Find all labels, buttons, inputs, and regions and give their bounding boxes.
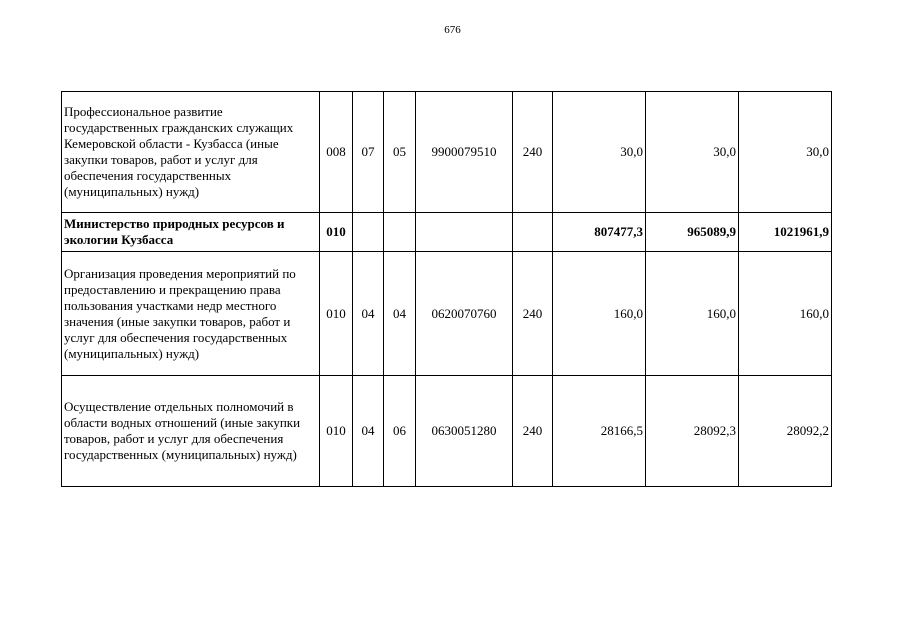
section-code: 04 (353, 252, 384, 376)
target-article-code (416, 213, 513, 252)
ministry-code: 010 (320, 252, 353, 376)
ministry-code: 010 (320, 213, 353, 252)
amount-year-1: 807477,3 (553, 213, 646, 252)
budget-table (61, 91, 832, 487)
target-article-code: 9900079510 (416, 92, 513, 213)
row-name: Министерство природных ресурсов и экологии Кузбасса (62, 213, 320, 252)
row-name: Осуществление отдельных полномочий в области водных отношений (иные закупки товаров, работ и услуг для обеспечения государственных (муниципальных) нужд) (62, 376, 320, 487)
row-name: Профессиональное развитие государственных гражданских служащих Кемеровской области - Кузбасса (иные закупки товаров, работ и услуг для обеспечения государственных (муниципальных) нужд) (62, 92, 320, 213)
table-row (62, 92, 832, 213)
ministry-code: 010 (320, 376, 353, 487)
expense-type-code: 240 (513, 376, 553, 487)
row-name: Организация проведения мероприятий по предоставлению и прекращению права пользования участками недр местного значения (иные закупки товаров, работ и услуг для обеспечения государственных (муниципальных) нужд) (62, 252, 320, 376)
amount-year-3: 30,0 (739, 92, 832, 213)
page-number: 676 (444, 24, 461, 36)
target-article-code: 0630051280 (416, 376, 513, 487)
amount-year-2: 965089,9 (646, 213, 739, 252)
amount-year-1: 28166,5 (553, 376, 646, 487)
section-code: 04 (353, 376, 384, 487)
section-code: 07 (353, 92, 384, 213)
expense-type-code: 240 (513, 252, 553, 376)
amount-year-2: 30,0 (646, 92, 739, 213)
subsection-code: 05 (384, 92, 416, 213)
amount-year-1: 160,0 (553, 252, 646, 376)
amount-year-3: 28092,2 (739, 376, 832, 487)
amount-year-2: 28092,3 (646, 376, 739, 487)
subsection-code: 04 (384, 252, 416, 376)
section-code (353, 213, 384, 252)
ministry-code: 008 (320, 92, 353, 213)
amount-year-3: 1021961,9 (739, 213, 832, 252)
expense-type-code: 240 (513, 92, 553, 213)
amount-year-1: 30,0 (553, 92, 646, 213)
table-row (62, 252, 832, 376)
subsection-code (384, 213, 416, 252)
expense-type-code (513, 213, 553, 252)
target-article-code: 0620070760 (416, 252, 513, 376)
table-row (62, 213, 832, 252)
table-row (62, 376, 832, 487)
subsection-code: 06 (384, 376, 416, 487)
amount-year-3: 160,0 (739, 252, 832, 376)
amount-year-2: 160,0 (646, 252, 739, 376)
